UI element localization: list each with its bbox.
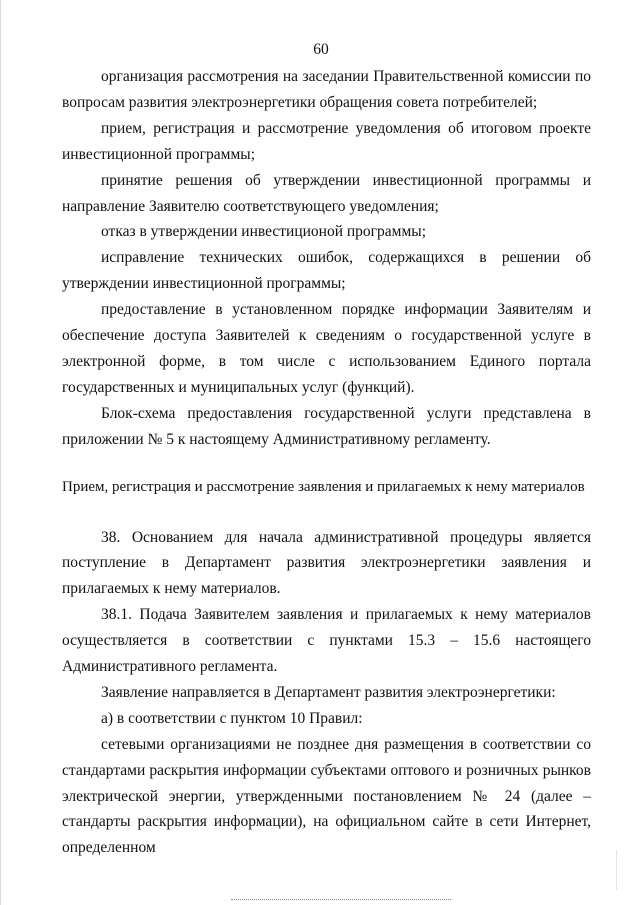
- paragraph-item: отказ в утверждении инвестиционой программы;: [101, 223, 427, 241]
- paragraph-item: а) в соответствии с пунктом 10 Правил:: [101, 709, 363, 727]
- paragraph-item: сетевыми организациями не позднее дня размещения в соответствии со стандартами раскрытия информации субъектами оптового и розничных рынков электрической энергии, утвержденными постановлением № 24 (далее – стандарты раскрытия информации), на официальном сайте в сети Интернет, определенном: [62, 735, 591, 857]
- paragraph-item: принятие решения об утверждении инвестиционной программы и направление Заявителю соответствующего уведомления;: [62, 171, 591, 215]
- paragraph-item: предоставление в установленном порядке информации Заявителям и обеспечение доступа Заявителей к сведениям о государственной услуге в электронной форме, в том числе с использованием Единого портала государственных и муниципальных услуг (функций).: [62, 301, 591, 396]
- paragraph-item: 38. Основанием для начала административной процедуры является поступление в Департамент развития электроэнергетики заявления и прилагаемых к нему материалов.: [62, 528, 591, 598]
- section-heading: Прием, регистрация и рассмотрение заявления и прилагаемых к нему материалов: [62, 478, 585, 495]
- paragraph-item: 38.1. Подача Заявителем заявления и прилагаемых к нему материалов осуществляется в соответствии с пунктами 15.3 – 15.6 настоящего Административного регламента.: [62, 606, 591, 676]
- document-body: [62, 64, 591, 861]
- scan-bottom-mark: [231, 899, 451, 901]
- paragraph-item: исправление технических ошибок, содержащихся в решении об утверждении инвестиционной программы;: [62, 249, 591, 293]
- paragraph-item: прием, регистрация и рассмотрение уведомления об итоговом проекте инвестиционной программы;: [62, 119, 591, 163]
- paragraph-item: Блок-схема предоставления государственной услуги представлена в приложении № 5 к настоящему Административному регламенту.: [62, 404, 591, 448]
- page-number: 60: [313, 41, 329, 58]
- paragraph-item: Заявление направляется в Департамент развития электроэнергетики:: [101, 683, 556, 701]
- paragraph-item: организация рассмотрения на заседании Правительственной комиссии по вопросам развития электроэнергетики обращения совета потребителей;: [62, 68, 591, 111]
- scan-edge-mark: [616, 850, 617, 890]
